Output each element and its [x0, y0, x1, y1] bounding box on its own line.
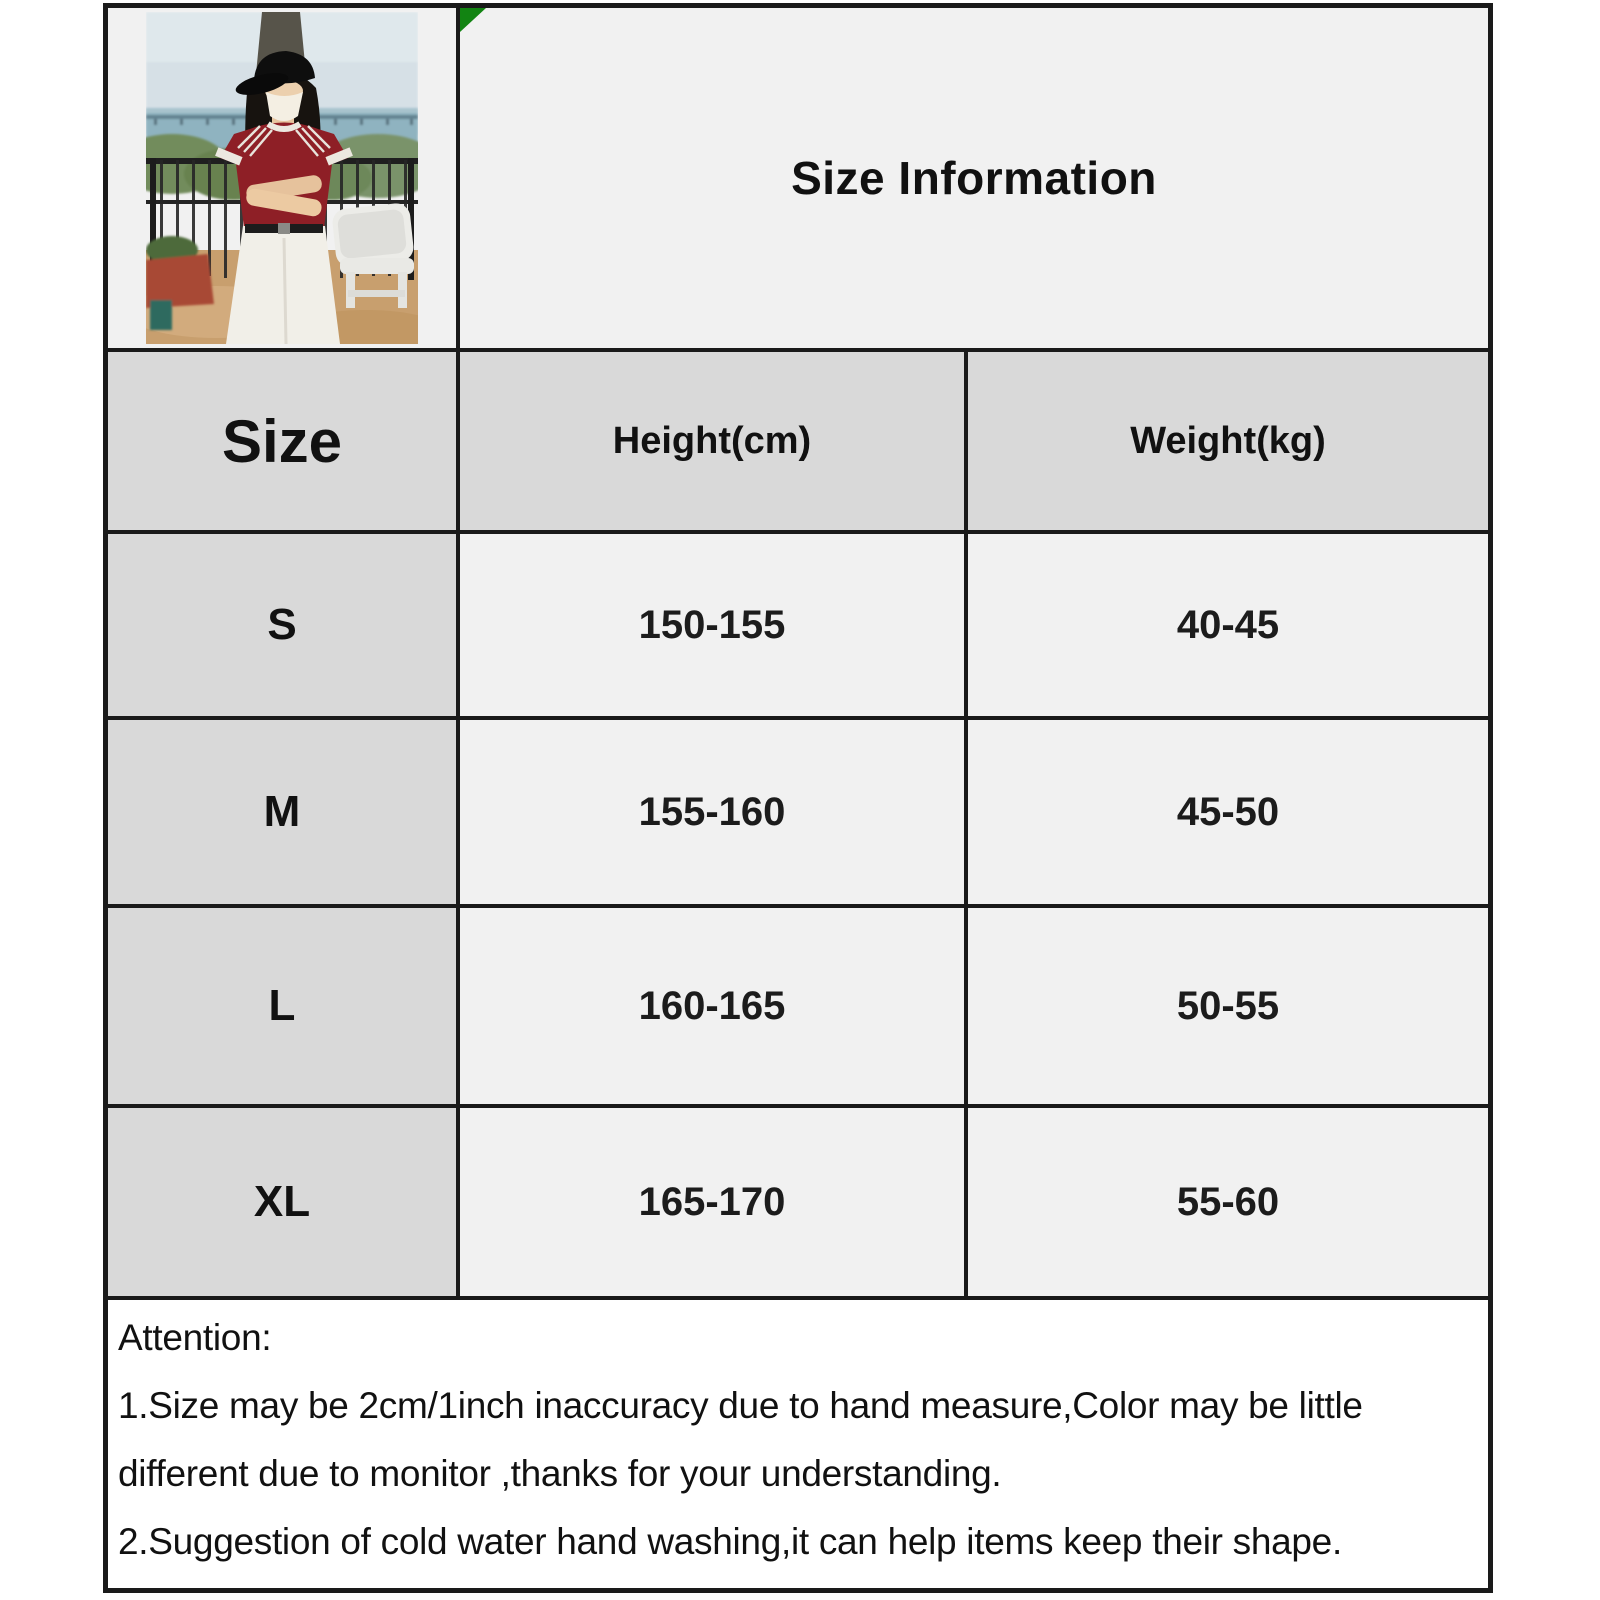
attention-box: [108, 1300, 1488, 1588]
column-header-size: Size: [108, 352, 456, 530]
product-photo-cell: [108, 8, 456, 348]
size-table: [103, 3, 1493, 1593]
title-cell: [460, 8, 1488, 348]
row-l-weight-cell: 50-55: [968, 908, 1488, 1104]
row-s-height-cell: 150-155: [460, 534, 964, 716]
row-l-height-cell: 160-165: [460, 908, 964, 1104]
column-header-height: Height(cm): [460, 352, 964, 530]
column-header-weight: Weight(kg): [968, 352, 1488, 530]
row-m-size-cell: M: [108, 720, 456, 904]
row-xl-size-cell: XL: [108, 1108, 456, 1296]
row-s-size-cell: S: [108, 534, 456, 716]
attention-line-3: 2.Suggestion of cold water hand washing,it can help items keep their shape.: [118, 1521, 1342, 1562]
row-m-height-cell: 155-160: [460, 720, 964, 904]
row-xl-weight-cell: 55-60: [968, 1108, 1488, 1296]
row-m-weight-cell: 45-50: [968, 720, 1488, 904]
row-s-weight-cell: 40-45: [968, 534, 1488, 716]
attention-line-2: different due to monitor ,thanks for your understanding.: [118, 1453, 1002, 1494]
product-photo: [146, 12, 418, 344]
row-l-size-cell: L: [108, 908, 456, 1104]
cell-comment-flag-icon: [460, 8, 486, 32]
attention-line-1: 1.Size may be 2cm/1inch inaccuracy due to hand measure,Color may be little: [118, 1385, 1363, 1426]
attention-heading: Attention:: [118, 1317, 272, 1358]
page-title: Size Information: [791, 152, 1157, 204]
row-xl-height-cell: 165-170: [460, 1108, 964, 1296]
